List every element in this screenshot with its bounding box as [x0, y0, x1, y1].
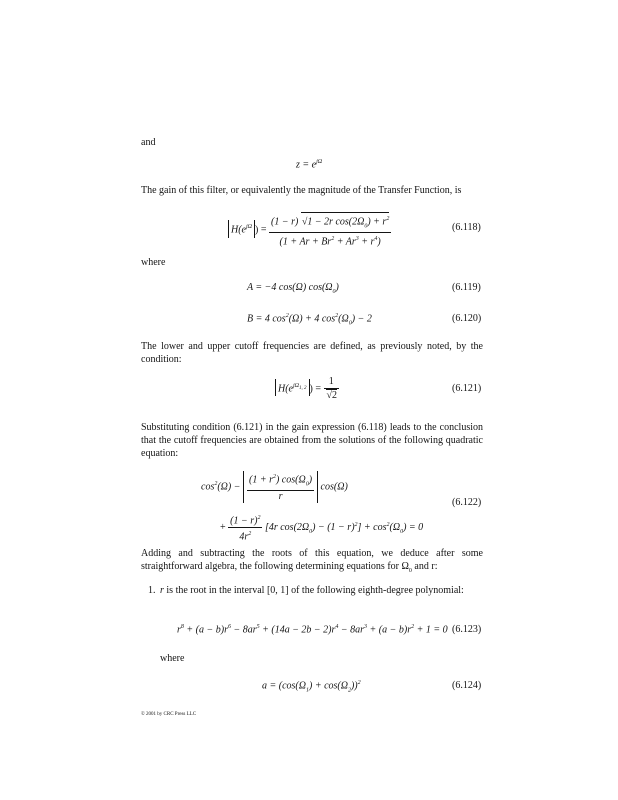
equation-6-122-line-2: + $\frac{(1 - r)^2}{4r^2}$ [4r $\cos(2\Omega_0) - (1 - r)^2] + \cos^2(\Omega_0) = 0$: [220, 512, 423, 544]
equation-number-6-120: (6.120): [452, 313, 482, 324]
equation-number-6-122: (6.122): [452, 497, 482, 508]
sqrt-symbol: √2: [326, 390, 337, 401]
equation-6-119: A = −4 cos(Ω) $\cos(\Omega_0)$: [247, 282, 339, 295]
equation-6-124: $a = (\cos(\Omega_1) + \cos(\Omega_2))^2$: [262, 680, 361, 694]
gain-fraction: $\frac{(1 - r) √1 - 2r \cos(2\Omega_0) + r^2}{(1 + Ar + Br^2 + Ar^3 + r^4)}$: [269, 212, 391, 249]
paragraph-cutoff: The lower and upper cutoff frequencies are defined, as previously noted, by the condition:: [141, 341, 483, 365]
equation-number-6-123: (6.123): [452, 624, 482, 635]
list-item-1: 1. r is the root in the interval [0, 1] of the following eighth-degree polynomial:: [148, 585, 464, 596]
equation-z: $z = e^{j\Omega}$: [296, 159, 323, 171]
paragraph-roots: Adding and subtracting the roots of this equation, we deduce after some straightforward algebra, the following determining equations for $\Omega_0$ and r:: [141, 548, 483, 574]
equation-number-6-118: (6.118): [452, 222, 481, 233]
equation-6-122-line-1: $\cos^2(\Omega)$ − $\frac{(1 + r^2) \cos(\Omega_0)}{r}$ cos(Ω): [201, 471, 348, 503]
equation-number-6-124: (6.124): [452, 680, 482, 691]
equation-number-6-119: (6.119): [452, 282, 481, 293]
square-bracket: $\frac{(1 + r^2) \cos(\Omega_0)}{r}$: [243, 471, 318, 503]
sqrt-symbol: √1 − 2r $\cos(2\Omega_0) + r^2$: [301, 212, 390, 232]
paragraph-and: and: [141, 137, 156, 148]
paragraph-substitute: Substituting condition (6.121) in the gain expression (6.118) leads to the conclusion that the cutoff frequencies are obtained from the solutions of the following quadratic equation:: [141, 422, 483, 459]
equation-6-118: $H(e^{j\Omega}$ ) = $\frac{(1 - r) √1 - 2r \cos(2\Omega_0) + r^2}{(1 + Ar + Br^2 + Ar^3 + r^4)}$: [228, 212, 391, 249]
paragraph-where-1: where: [141, 257, 166, 268]
equation-6-121: $H(e^{j\Omega_{1, 2}}$ ) = $\frac{1}{√2}$: [275, 376, 339, 402]
copyright-footer: © 2001 by CRC Press LLC: [141, 712, 197, 717]
paragraph-gain: The gain of this filter, or equivalently the magnitude of the Transfer Function, is: [141, 185, 462, 196]
equation-6-123: $r^8 + (a - b)r^6 - 8ar^5 + (14a - 2b - 2)r^4 - 8ar^3 + (a - b)r^2 + 1 = 0$: [177, 624, 448, 636]
list-where: where: [160, 653, 185, 664]
equation-6-120: B = 4 $\cos^2(\Omega) + 4$ $\cos^2(\Omega_0) - 2$: [247, 313, 372, 327]
equation-number-6-121: (6.121): [452, 383, 482, 394]
